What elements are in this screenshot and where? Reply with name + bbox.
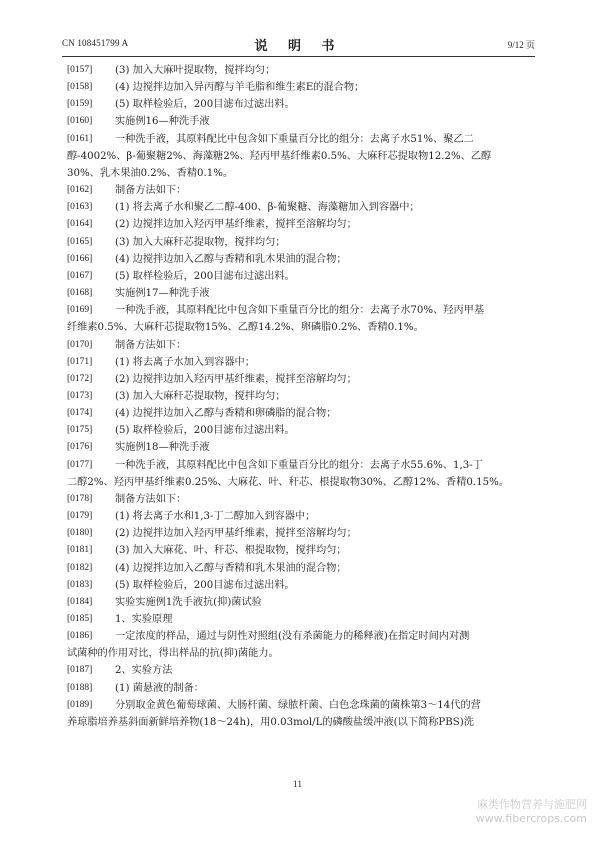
paragraph (67, 199, 542, 216)
paragraph-number: [0172] (67, 373, 93, 384)
paragraph-line: (4) 边搅拌边加入异丙醇与羊毛脂和维生素E的混合物； (115, 82, 365, 94)
paragraph-number: [0189] (67, 699, 93, 710)
paragraph-number: [0184] (67, 596, 93, 607)
paragraph-line: (3) 加入大麻秆芯提取物，搅拌均匀； (115, 236, 286, 248)
paragraph-number: [0178] (67, 493, 93, 504)
paragraph (67, 491, 542, 508)
paragraph (67, 697, 542, 731)
paragraph-line: (1) 将去离子水和1,3-丁二醇加入到容器中； (115, 511, 316, 523)
paragraph (67, 79, 542, 96)
watermark-url: www.fibercrops.com (475, 812, 587, 825)
paragraph-line: (1) 菌悬液的制备： (115, 682, 204, 694)
paragraph (67, 182, 542, 199)
paragraph-number: [0171] (67, 356, 93, 367)
paragraph-number: [0183] (67, 579, 93, 590)
paragraph-line: (4) 边搅拌边加入乙醇与香精和卵磷脂的混合物； (115, 408, 337, 420)
paragraph (67, 542, 542, 559)
paragraph (67, 268, 542, 285)
paragraph-line: (3) 加入大麻秆芯提取物，搅拌均匀； (115, 390, 286, 402)
paragraph-line: 实施例16—种洗手液 (115, 116, 210, 128)
paragraph-number: [0169] (67, 305, 93, 316)
paragraph (67, 251, 542, 268)
paragraph-number: [0174] (67, 408, 93, 419)
document-title: 说 明 书 (254, 39, 343, 54)
paragraph-line: (5) 取样检验后，200目滤布过滤出料。 (115, 270, 295, 282)
paragraph (67, 371, 542, 388)
paragraph (67, 405, 542, 422)
paragraph-number: [0160] (67, 116, 93, 127)
paragraph-line: 养琼脂培养基斜面新鲜培养物(18～24h)，用0.03mol/L的磷酸盐缓冲液(以下简称PBS)洗 (67, 716, 474, 728)
paragraph-line: 一定浓度的样品，通过与阴性对照组(没有杀菌能力的稀释液)在指定时间内对测 (115, 631, 470, 643)
paragraph-line: 纤维素0.5%、大麻秆芯提取物15%、乙醇14.2%、卵磷脂0.2%、香精0.1%。 (67, 322, 424, 334)
watermark-cn: 麻类作物营养与施肥网 (477, 798, 587, 811)
paragraph-number: [0176] (67, 442, 93, 453)
paragraph (67, 439, 542, 456)
paragraph (67, 457, 542, 491)
paragraph-number: [0177] (67, 459, 93, 470)
paragraph-line: (1) 将去离子水和聚乙二醇-400、β-葡聚糖、海藻糖加入到容器中； (115, 202, 420, 214)
paragraph-line: 一种洗手液，其原料配比中包含如下重量百分比的组分：去离子水55.6%、1,3-丁 (115, 459, 483, 471)
paragraph-number: [0170] (67, 339, 93, 350)
paragraph (67, 422, 542, 439)
paragraph (67, 285, 542, 302)
paragraph-line: 制备方法如下： (115, 339, 187, 351)
paragraph (67, 611, 542, 628)
paragraph (67, 96, 542, 113)
paragraph (67, 508, 542, 525)
paragraph-number: [0165] (67, 236, 93, 247)
paragraph-line: 1、实验原理 (115, 614, 173, 625)
paragraph (67, 628, 542, 662)
paragraph-number: [0185] (67, 614, 93, 624)
page-indicator: 9/12 页 (507, 40, 535, 50)
paragraph (67, 594, 542, 611)
paragraph-line: 制备方法如下： (115, 493, 187, 505)
paragraph-line: 二醇2%、羟丙甲基纤维素0.25%、大麻花、叶、秆芯、根提取物30%、乙醇12%、香精0.15%。 (67, 476, 509, 488)
document-body (67, 62, 542, 731)
paragraph-number: [0163] (67, 202, 93, 213)
paragraph-line: (2) 边搅拌边加入羟丙甲基纤维素，搅拌至溶解均匀； (115, 373, 357, 385)
paragraph-number: [0181] (67, 545, 93, 556)
paragraph-number: [0173] (67, 390, 93, 401)
paragraph (67, 62, 542, 79)
paragraph-line: (3) 加入大麻花、叶、秆芯、根提取物，搅拌均匀； (115, 545, 347, 557)
page-header (62, 36, 535, 54)
paragraph-number: [0186] (67, 631, 93, 642)
paragraph-line: 一种洗手液，其原料配比中包含如下重量百分比的组分：去离子水51%、聚乙二 (115, 133, 474, 145)
paragraph (67, 337, 542, 354)
paragraph-line: 一种洗手液，其原料配比中包含如下重量百分比的组分：去离子水70%、羟丙甲基 (115, 305, 485, 317)
paragraph-number: [0158] (67, 82, 93, 93)
paragraph-line: 实验实施例1洗手液抗(抑)菌试验 (115, 596, 262, 608)
paragraph (67, 662, 542, 679)
paragraph (67, 216, 542, 233)
paragraph (67, 302, 542, 336)
paragraph (67, 354, 542, 371)
page-number: 11 (292, 780, 303, 790)
paragraph-number: [0162] (67, 185, 93, 196)
paragraph-line: 30%、乳木果油0.2%、香精0.1%。 (67, 167, 234, 179)
paragraph (67, 680, 542, 697)
paragraph-line: (5) 取样检验后，200目滤布过滤出料。 (115, 99, 295, 111)
paragraph-line: (5) 取样检验后，200目滤布过滤出料。 (115, 425, 295, 437)
paragraph-line: (1) 将去离子水加入到容器中； (115, 356, 255, 368)
paragraph-line: 制备方法如下： (115, 185, 187, 197)
paragraph-line: (5) 取样检验后，200目滤布过滤出料。 (115, 579, 295, 591)
paragraph-number: [0179] (67, 511, 93, 522)
patent-number: CN 108451799 A (62, 38, 129, 48)
paragraph-number: [0168] (67, 288, 93, 299)
paragraph (67, 388, 542, 405)
paragraph-number: [0180] (67, 528, 93, 539)
paragraph-line: 实施例18—种洗手液 (115, 442, 210, 454)
paragraph-number: [0175] (67, 425, 93, 436)
paragraph (67, 113, 542, 130)
paragraph-line: (4) 边搅拌边加入乙醇与香精和乳木果油的混合物； (115, 562, 347, 574)
paragraph-number: [0161] (67, 133, 93, 144)
paragraph-line: (2) 边搅拌边加入羟丙甲基纤维素，搅拌至溶解均匀； (115, 219, 357, 231)
paragraph-line: (2) 边搅拌边加入羟丙甲基纤维素，搅拌至溶解均匀； (115, 528, 357, 540)
paragraph-line: (3) 加入大麻叶提取物，搅拌均匀； (115, 65, 276, 76)
paragraph-line: 分别取金黄色葡萄球菌、大肠杆菌、绿脓杆菌、白色念珠菌的菌株第3～14代的营 (115, 699, 481, 711)
paragraph-number: [0182] (67, 562, 93, 573)
paragraph-number: [0187] (67, 665, 93, 676)
paragraph-number: [0167] (67, 270, 93, 281)
paragraph (67, 131, 542, 182)
paragraph-line: (4) 边搅拌边加入乙醇与香精和乳木果油的混合物； (115, 253, 347, 265)
watermark (476, 798, 587, 826)
paragraph-number: [0164] (67, 219, 93, 230)
paragraph-number: [0157] (67, 65, 93, 75)
paragraph-number: [0159] (67, 99, 93, 110)
paragraph-line: 醇-4002%、β-葡聚糖2%、海藻糖2%、羟丙甲基纤维素0.5%、大麻秆芯提取物12.2%、乙醇 (67, 150, 492, 162)
paragraph (67, 525, 542, 542)
paragraph-number: [0166] (67, 253, 93, 264)
paragraph-line: 实施例17—种洗手液 (115, 288, 210, 300)
paragraph (67, 234, 542, 251)
paragraph-number: [0188] (67, 682, 93, 693)
paragraph-line: 2、实验方法 (115, 665, 173, 677)
paragraph-line: 试菌种的作用对比，得出样品的抗(抑)菌能力。 (67, 648, 279, 660)
paragraph (67, 560, 542, 577)
header-rule (62, 56, 535, 57)
paragraph (67, 577, 542, 594)
